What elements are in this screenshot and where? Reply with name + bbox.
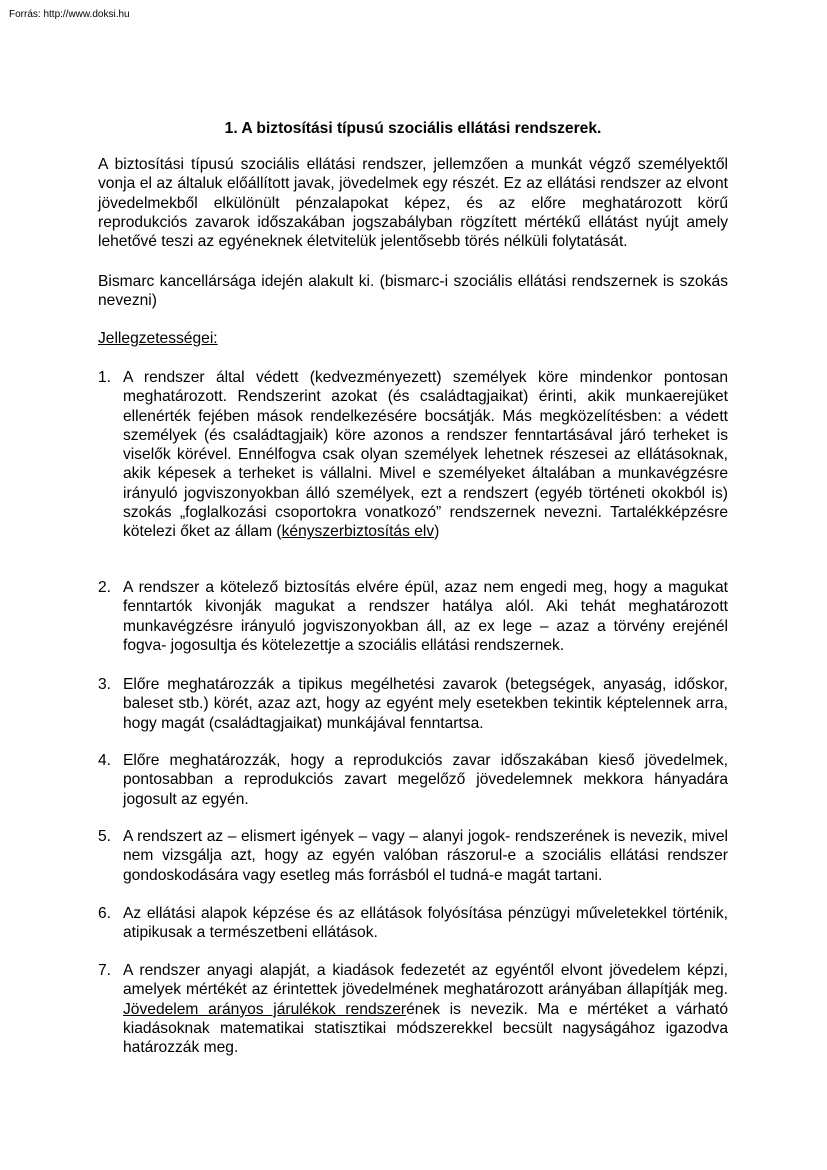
- features-heading: Jellegzetességei:: [98, 330, 218, 347]
- list-item-text: [123, 675, 728, 733]
- origin-paragraph: Bismarc kancellársága idején alakult ki. (bismarc-i szociális ellátási rendszernek is szokás nevezni): [98, 273, 728, 310]
- list-item-text: [123, 751, 728, 809]
- list-item: [98, 675, 728, 733]
- source-line: Forrás: http://www.doksi.hu: [9, 9, 130, 20]
- list-item-text-part: Előre meghatározzák, hogy a reprodukciós zavar időszakában kieső jövedelmek, pontosabban a reprodukciós zavart megelőző jövedelemnek mekkora hányadára jogosult az egyén.: [123, 752, 728, 808]
- list-item-text-part: Előre meghatározzák a tipikus megélhetési zavarok (betegségek, anyaság, időskor, baleset stb.) körét, azaz azt, hogy az egyént mely esetekben tekintik képtelennek arra, hogy magát (családtagjaikat) munkájával fenntartsa.: [123, 676, 728, 732]
- list-item-underlined-term: Jövedelem arányos járulékok rendszer: [123, 1000, 407, 1018]
- list-item-text: [123, 368, 728, 542]
- list-item: [98, 751, 728, 809]
- list-item-text-part: A rendszert az – elismert igények – vagy – alanyi jogok- rendszerének is nevezik, mivel nem vizsgálja azt, hogy az egyén valóban rászorul-e a szociális ellátási rendszer gondoskodására vagy esetleg más forrásból el tudná-e magát tartani.: [123, 828, 728, 884]
- list-item-number: 5.: [98, 828, 112, 845]
- list-item-number: 1.: [98, 369, 112, 386]
- list-item: [98, 578, 728, 655]
- list-item-number: 7.: [98, 962, 112, 979]
- list-item: [98, 368, 728, 542]
- list-item-underlined-term: kényszerbiztosítás elv: [281, 523, 435, 541]
- list-item-text-part: Az ellátási alapok képzése és az ellátások folyósítása pénzügyi műveletekkel történik, atipikusak a természetbeni ellátások.: [123, 905, 728, 942]
- list-item-number: 6.: [98, 905, 112, 922]
- list-item-text-part: A rendszer a kötelező biztosítás elvére épül, azaz nem engedi meg, hogy a magukat fenntartók kivonják magukat a rendszer hatálya alól. Aki tehát meghatározott munkavégzésre irányuló jogviszonyokban áll, az ex lege – azaz a törvény erejénél fogva- jogosultja és kötelezettje a szociális ellátási rendszernek.: [123, 579, 728, 654]
- document-title: 1. A biztosítási típusú szociális ellátási rendszerek.: [224, 120, 602, 137]
- list-item-text-part: ): [434, 523, 440, 541]
- list-item-number: 2.: [98, 579, 112, 596]
- list-item: [98, 827, 728, 885]
- list-item: [98, 904, 728, 943]
- list-item-text: [123, 827, 728, 885]
- list-item: [98, 961, 728, 1057]
- list-item-number: 4.: [98, 752, 112, 769]
- list-item-text-part: ének is nevezik. Ma e mértéket a várható kiadásoknak matematikai statisztikai módszerekkel becsült nagyságához igazodva határozzák meg.: [123, 1000, 728, 1057]
- list-item-text: [123, 578, 728, 655]
- list-item-text: [123, 961, 728, 1057]
- intro-paragraph: A biztosítási típusú szociális ellátási rendszer, jellemzően a munkát végző személyektől vonja el az általuk előállított javak, jövedelmek egy részét. Ez az ellátási rendszer az elvont jövedelmekből elkülönült pénzalapokat képez, és az előre meghatározott körű reprodukciós zavarok időszakában jogszabályban rögzített mértékű ellátást nyújt amely lehetővé teszi az egyéneknek életvitelük jelentősebb törés nélküli folytatását.: [98, 156, 728, 251]
- list-item-number: 3.: [98, 676, 112, 693]
- list-item-text-part: A rendszer által védett (kedvezményezett) személyek köre mindenkor pontosan meghatározott. Rendszerint azokat (és családtagjaikat) érinti, akik munkaerejüket ellenérték fejében mások rendelkezésére bocsátják. Más megközelítésben: a védett személyek (és családtagjaik) köre azonos a rendszer fenntartásával járó terheket is viselők körével. Ennélfogva csak olyan személyek lehetnek részesei az ellátásoknak, akik képesek a terheket is vállalni. Mivel e személyeket általában a munkavégzésre irányuló jogviszonyokban álló személyek, ezt a rendszert (egyéb történeti okokból is) szokás „foglalkozási csoportokra vonatkozó” rendszernek nevezni. Tartalékképzésre kötelezi őket az állam (: [123, 369, 728, 541]
- list-item-text: [123, 904, 728, 943]
- list-item-text-part: A rendszer anyagi alapját, a kiadások fedezetét az egyéntől elvont jövedelem képzi, amelyek mértékét az érintettek jövedelmének meghatározott arányában állapítják meg.: [123, 962, 728, 999]
